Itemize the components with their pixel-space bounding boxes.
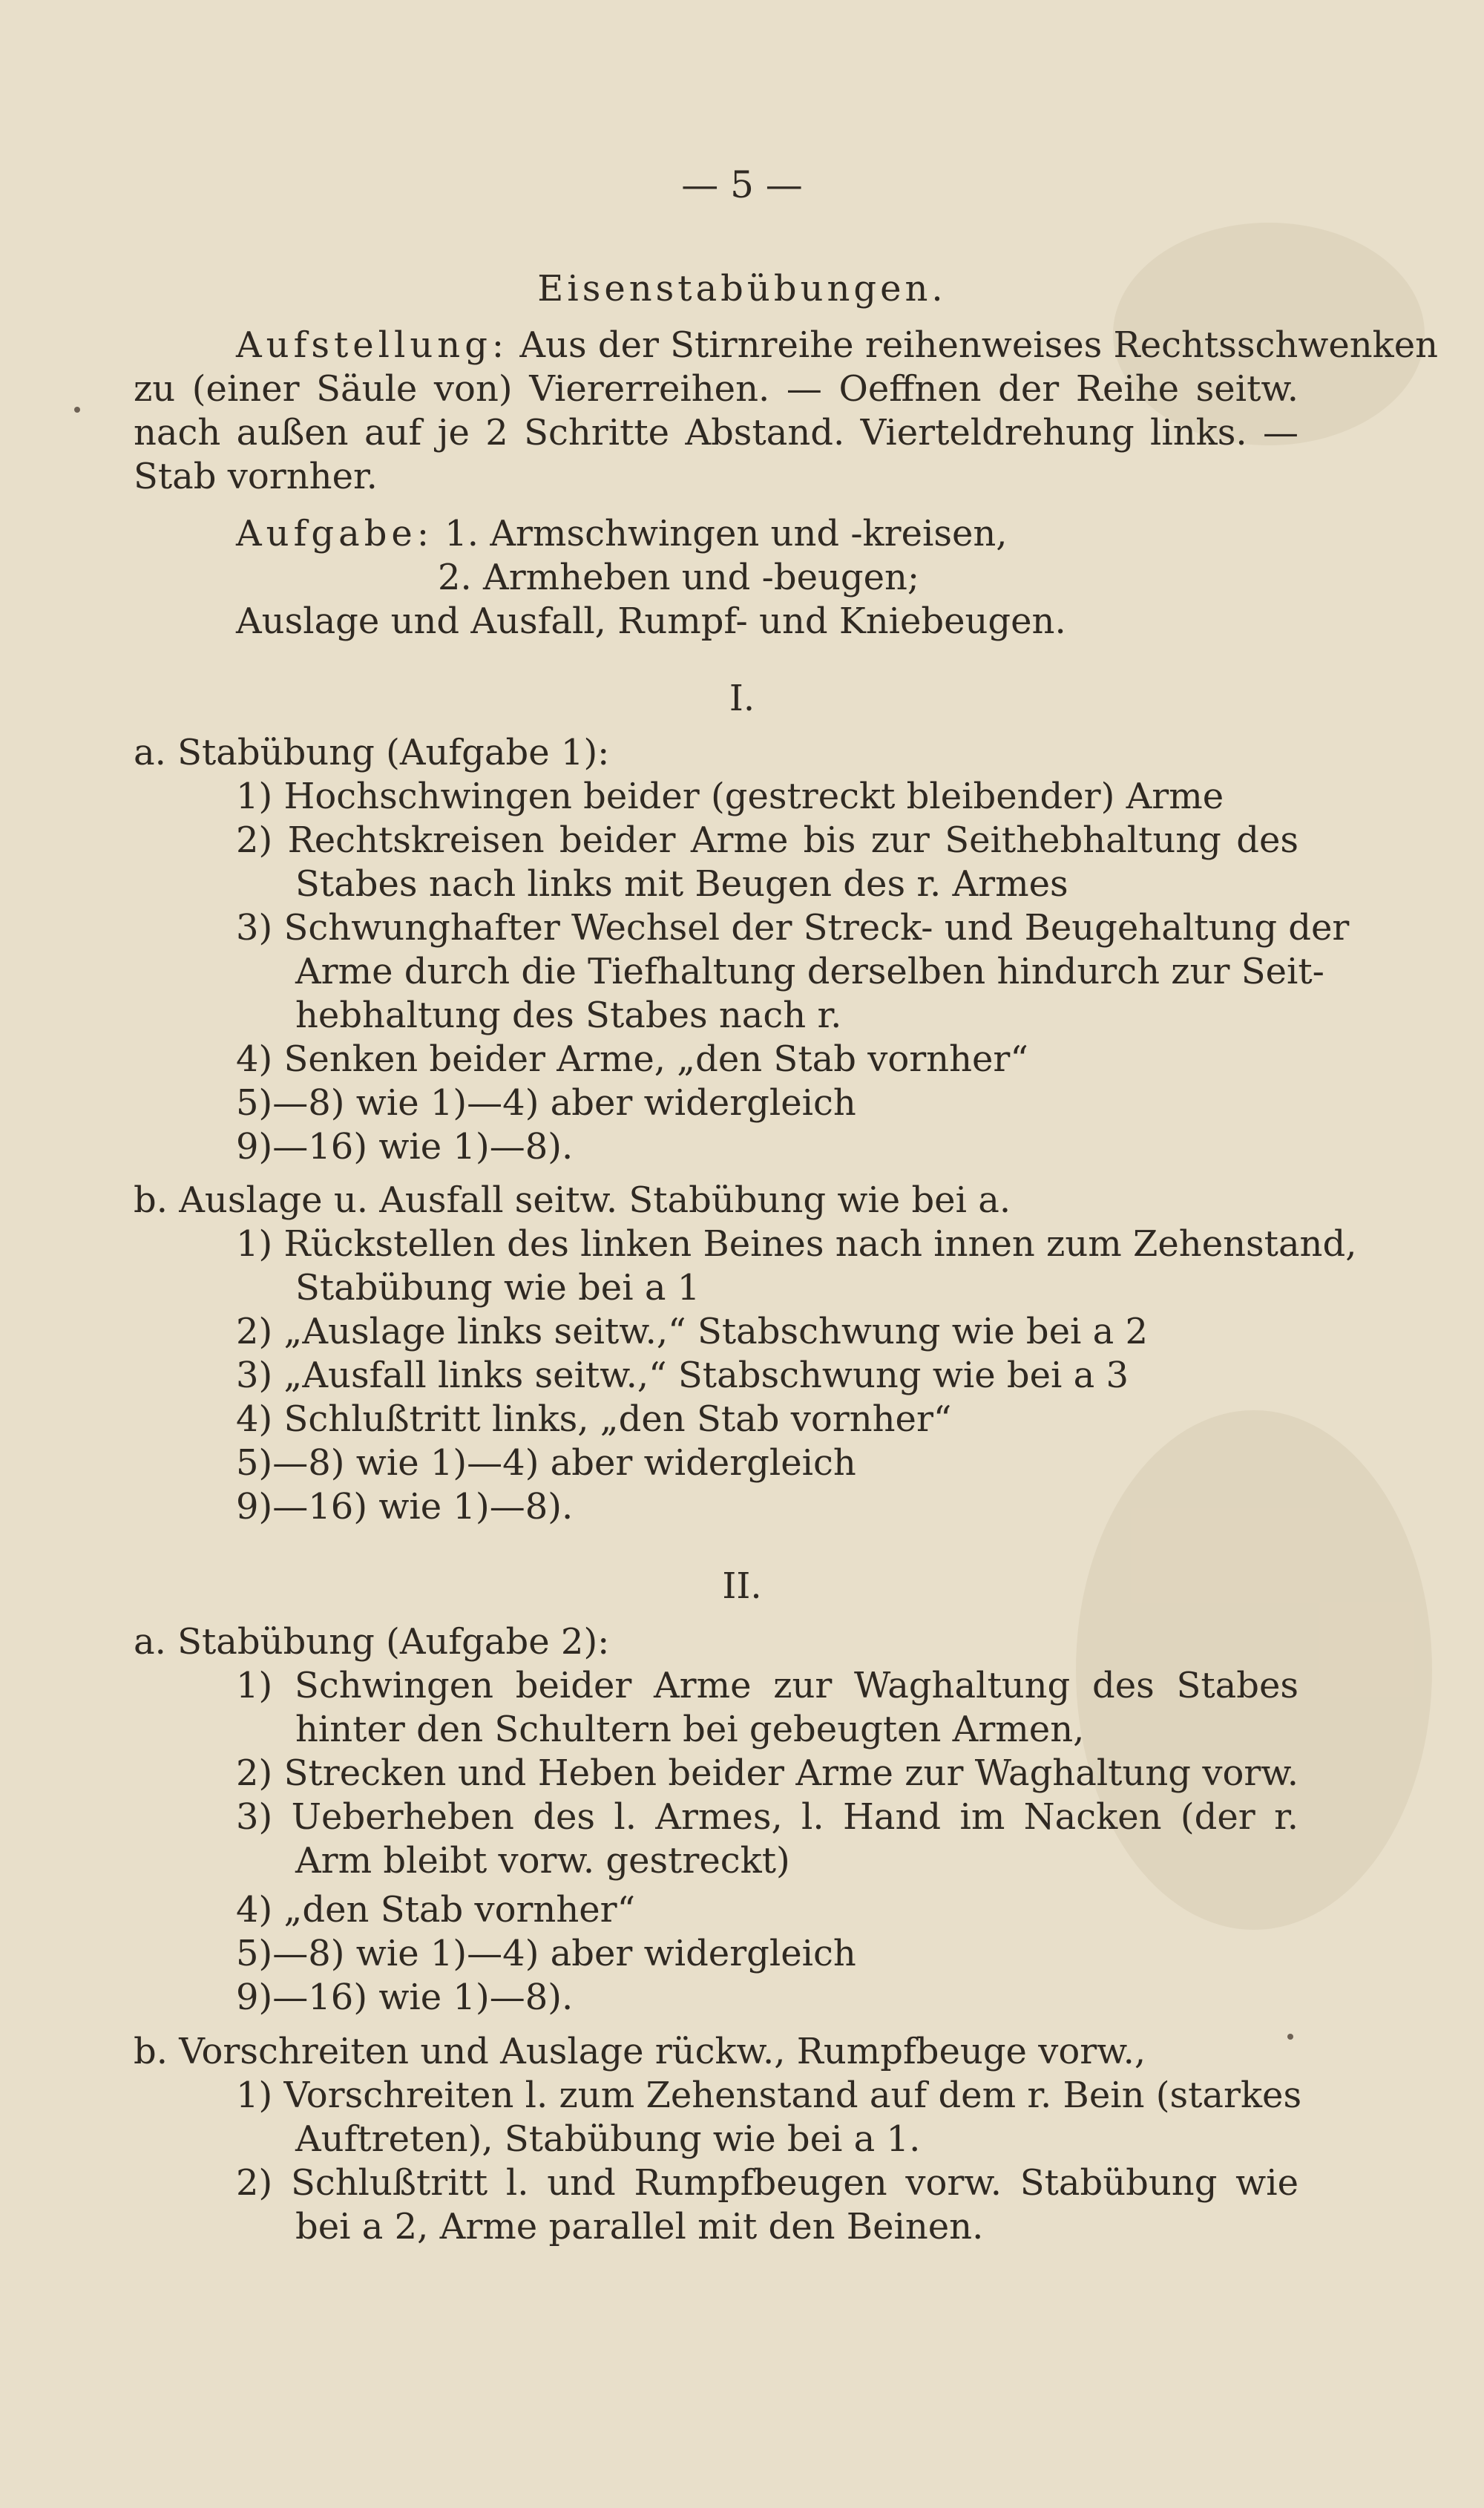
setup-label: Aufstellung: — [236, 324, 509, 366]
section-2-b-item-2: 2) Schlußtritt l. und Rumpfbeugen vorw. Stabübung wie — [236, 2162, 1298, 2204]
page-number: — 5 — — [681, 163, 803, 206]
section-2-a-item-1-cont: hinter den Schultern bei gebeugten Armen, — [295, 1709, 1085, 1750]
section-2-a-item-2: 2) Strecken und Heben beider Arme zur Waghaltung vorw. — [236, 1752, 1298, 1794]
tasks-item-2: 2. Armheben und -beugen; — [438, 557, 920, 598]
section-1-a-item-2: 2) Rechtskreisen beider Arme bis zur Seithebhaltung des — [236, 819, 1298, 861]
section-2-a-item-5: 5)—8) wie 1)—4) aber widergleich — [236, 1933, 856, 1974]
section-2-a-title: a. Stabübung (Aufgabe 2): — [134, 1621, 610, 1663]
section-1-b-item-3: 3) „Ausfall links seitw.,“ Stabschwung wie bei a 3 — [236, 1355, 1129, 1396]
setup-text-1: Aus der Stirnreihe reihenweises Rechtsschwenken — [508, 324, 1439, 366]
section-1-b-item-1-cont: Stabübung wie bei a 1 — [295, 1267, 700, 1309]
section-2-a-item-9: 9)—16) wie 1)—8). — [236, 1977, 574, 2018]
section-1-a-item-4: 4) Senken beider Arme, „den Stab vornher“ — [236, 1038, 1028, 1080]
ink-speck — [74, 407, 80, 413]
section-1-a-item-9: 9)—16) wie 1)—8). — [236, 1126, 574, 1168]
page-heading: Eisenstabübungen. — [537, 268, 947, 310]
tasks-line-1 — [236, 512, 1008, 556]
section-2-a-item-3: 3) Ueberheben des l. Armes, l. Hand im Nacken (der r. — [236, 1796, 1298, 1838]
section-1-a-item-3: 3) Schwunghafter Wechsel der Streck- und Beugehaltung der — [236, 907, 1350, 949]
section-2-numeral: II. — [722, 1565, 762, 1607]
section-1-numeral: I. — [729, 678, 755, 719]
section-2-b-item-2-cont: bei a 2, Arme parallel mit den Beinen. — [295, 2206, 984, 2247]
section-1-b-item-2: 2) „Auslage links seitw.,“ Stabschwung wie bei a 2 — [236, 1311, 1149, 1352]
section-2-a-item-4: 4) „den Stab vornher“ — [236, 1889, 636, 1931]
section-2-b-item-1-cont: Auftreten), Stabübung wie bei a 1. — [295, 2118, 921, 2160]
section-1-b-item-1: 1) Rückstellen des linken Beines nach innen zum Zehenstand, — [236, 1223, 1357, 1265]
section-1-b-title: b. Auslage u. Ausfall seitw. Stabübung wie bei a. — [134, 1179, 1011, 1221]
setup-line-4: Stab vornher. — [134, 456, 378, 497]
section-1-a-item-1: 1) Hochschwingen beider (gestreckt bleibender) Arme — [236, 776, 1224, 817]
section-1-b-item-9: 9)—16) wie 1)—8). — [236, 1486, 574, 1528]
section-1-a-item-3-cont: Arme durch die Tiefhaltung derselben hindurch zur Seit- — [295, 951, 1324, 992]
section-1-a-title: a. Stabübung (Aufgabe 1): — [134, 732, 610, 773]
section-1-a-item-5: 5)—8) wie 1)—4) aber widergleich — [236, 1082, 856, 1124]
setup-line-2: zu (einer Säule von) Viererreihen. — Oeffnen der Reihe seitw. — [134, 368, 1298, 410]
section-1-a-item-2-cont: Stabes nach links mit Beugen des r. Armes — [295, 863, 1068, 905]
tasks-item-3: Auslage und Ausfall, Rumpf- und Kniebeugen. — [236, 600, 1066, 642]
section-1-b-item-5: 5)—8) wie 1)—4) aber widergleich — [236, 1442, 856, 1484]
section-1-b-item-4: 4) Schlußtritt links, „den Stab vornher“ — [236, 1398, 952, 1440]
section-2-a-item-3-cont: Arm bleibt vorw. gestreckt) — [295, 1840, 790, 1882]
setup-line-3: nach außen auf je 2 Schritte Abstand. Vierteldrehung links. — — [134, 412, 1298, 454]
section-2-b-item-1: 1) Vorschreiten l. zum Zehenstand auf dem r. Bein (starkes — [236, 2075, 1302, 2116]
ink-speck — [1287, 2034, 1293, 2040]
section-1-a-item-3-cont-2: hebhaltung des Stabes nach r. — [295, 995, 842, 1036]
tasks-label: Aufgabe: — [236, 513, 433, 554]
section-2-b-title: b. Vorschreiten und Auslage rückw., Rumpfbeuge vorw., — [134, 2031, 1146, 2072]
setup-line-1 — [236, 324, 1439, 367]
tasks-item-1: 1. Armschwingen und -kreisen, — [433, 513, 1008, 554]
section-2-a-item-1: 1) Schwingen beider Arme zur Waghaltung des Stabes — [236, 1665, 1298, 1706]
